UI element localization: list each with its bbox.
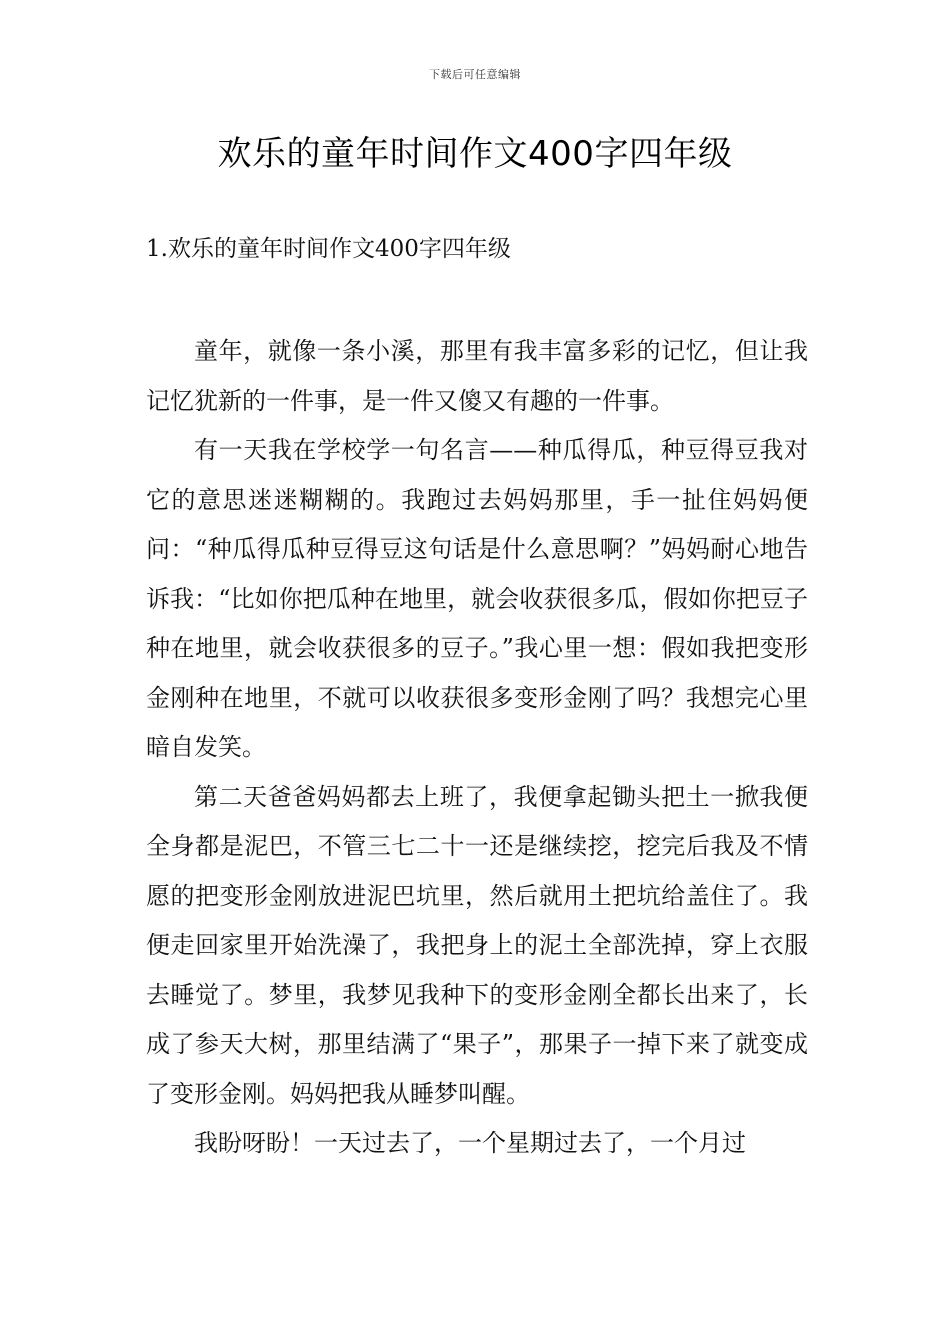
paragraph: 有一天我在学校学一句名言——种瓜得瓜，种豆得豆我对它的意思迷迷糊糊的。我跑过去妈妈那里，手一扯住妈妈便问：“种瓜得瓜种豆得豆这句话是什么意思啊？”妈妈耐心地告诉我：“比如你把瓜种在地里，就会收获很多瓜，假如你把豆子种在地里，就会收获很多的豆子。”我心里一想：假如我把变形金刚种在地里，不就可以收获很多变形金刚了吗？我想完心里暗自发笑。	[146, 436, 808, 761]
paragraph: 第二天爸爸妈妈都去上班了，我便拿起锄头把土一掀我便全身都是泥巴，不管三七二十一还是继续挖，挖完后我及不情愿的把变形金刚放进泥巴坑里，然后就用土把坑给盖住了。我便走回家里开始洗澡了，我把身上的泥土全部洗掉，穿上衣服去睡觉了。梦里，我梦见我种下的变形金刚全都长出来了，长成了参天大树，那里结满了“果子”，那果子一掉下来了就变成了变形金刚。妈妈把我从睡梦叫醒。	[146, 782, 808, 1108]
section-heading: 1.欢乐的童年时间作文400字四年级	[146, 236, 511, 262]
essay-body	[146, 327, 808, 1169]
paragraph: 我盼呀盼！一天过去了，一个星期过去了，一个月过	[194, 1129, 746, 1157]
paragraph: 童年，就像一条小溪，那里有我丰富多彩的记忆，但让我记忆犹新的一件事，是一件又傻又有趣的一件事。	[146, 337, 808, 415]
document-title: 欢乐的童年时间作文400字四年级	[217, 134, 733, 174]
header-note: 下载后可任意编辑	[429, 68, 521, 81]
